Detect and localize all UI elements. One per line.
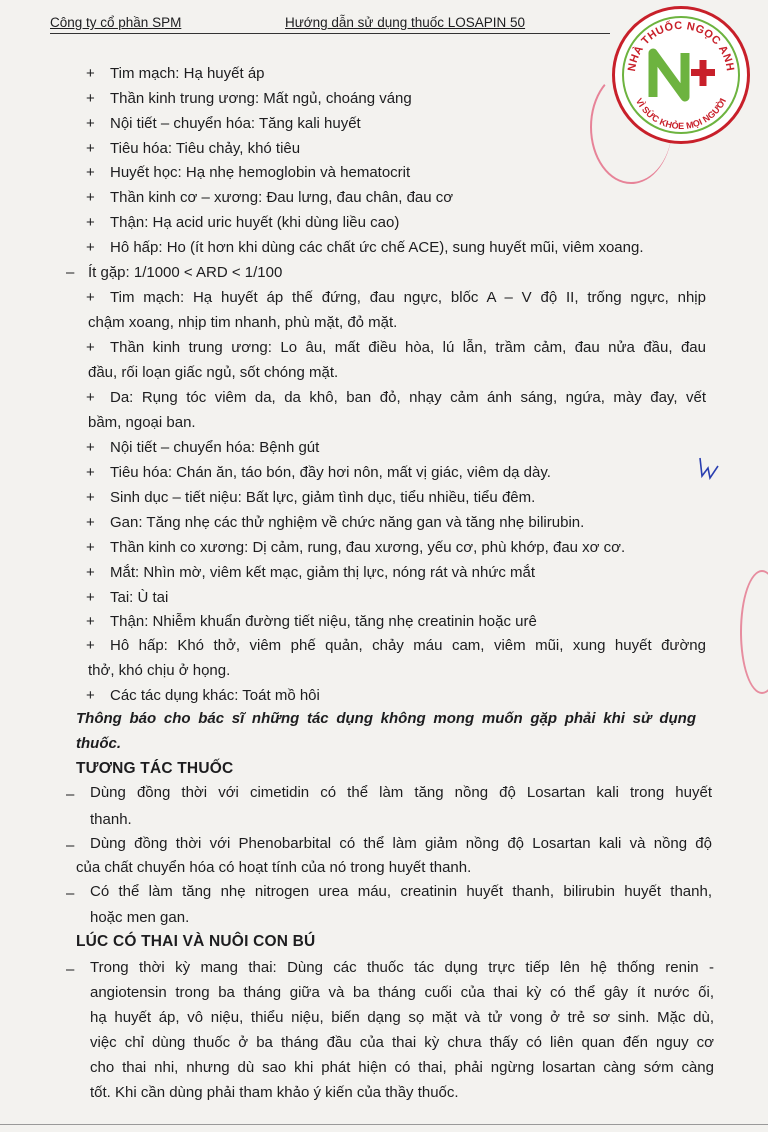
list-item-cont: bầm, ngoại ban. [88,414,196,431]
rare-heading: Ít gặp: 1/1000 < ARD < 1/100 [88,264,283,281]
list-item: Da: Rụng tóc viêm da, da khô, ban đỏ, nhạy cảm ánh sáng, ngứa, mày đay, vết [110,389,706,406]
header-company: Công ty cổ phần SPM [50,15,182,30]
list-item: Tim mạch: Hạ huyết áp [110,65,265,82]
notice-line-1: Thông báo cho bác sĩ những tác dụng không mong muốn gặp phải khi sử dụng [76,710,696,727]
list-item: Tai: Ù tai [110,589,169,606]
plus-bullet: + [86,539,95,556]
list-item: Hô hấp: Khó thở, viêm phế quản, chảy máu cam, viêm mũi, xung huyết đường [110,637,706,654]
plus-bullet: + [86,564,95,581]
plus-bullet: + [86,214,95,231]
list-item: Tiêu hóa: Tiêu chảy, khó tiêu [110,140,301,157]
list-item: Thận: Hạ acid uric huyết (khi dùng liều cao) [110,214,400,231]
svg-text:VÌ SỨC KHỎE MỌI NGƯỜI [634,97,728,132]
plus-bullet: + [86,115,95,132]
header-rule [50,33,610,34]
list-item-cont: thở, khó chịu ở họng. [88,662,231,679]
list-item: Nội tiết – chuyển hóa: Bệnh gút [110,439,320,456]
handwritten-mark-icon [696,454,722,482]
interaction-item: Có thể làm tăng nhẹ nitrogen urea máu, creatinin huyết thanh, bilirubin huyết thanh, [90,883,712,900]
list-item: Thận: Nhiễm khuẩn đường tiết niệu, tăng nhẹ creatinin hoặc urê [110,613,537,630]
interaction-item: Dùng đồng thời với cimetidin có thể làm tăng nồng độ Losartan kali trong huyết [90,784,712,801]
plus-bullet: + [86,637,95,654]
list-item: Gan: Tăng nhẹ các thử nghiệm về chức năng gan và tăng nhẹ bilirubin. [110,514,585,531]
plus-bullet: + [86,514,95,531]
interaction-item-cont: hoặc men gan. [90,909,190,926]
list-item: Nội tiết – chuyển hóa: Tăng kali huyết [110,115,361,132]
pregnancy-text: tốt. Khi cần dùng phải tham khảo ý kiến của thầy thuốc. [90,1084,459,1101]
interaction-item-cont: của chất chuyển hóa có hoạt tính của nó trong huyết thanh. [76,859,472,876]
pregnancy-text: việc chỉ dùng thuốc ở ba tháng đầu của thai kỳ chưa thấy có liên quan đến nguy cơ [90,1034,714,1051]
plus-bullet: + [86,589,95,606]
plus-bullet: + [86,140,95,157]
pharmacy-logo [612,6,750,144]
list-item: Các tác dụng khác: Toát mồ hôi [110,687,320,704]
logo-text-top: NHÀ THUỐC NGỌC ANH [626,19,736,73]
plus-bullet: + [86,65,95,82]
interaction-item: Dùng đồng thời với Phenobarbital có thể làm giảm nồng độ Losartan kali và nồng độ [90,835,712,852]
list-item: Sinh dục – tiết niệu: Bất lực, giảm tình dục, tiểu nhiều, tiểu đêm. [110,489,536,506]
plus-bullet: + [86,189,95,206]
dash-bullet: – [66,264,75,281]
list-item: Mắt: Nhìn mờ, viêm kết mạc, giảm thị lực, nóng rát và nhức mắt [110,564,536,581]
interactions-heading: TƯƠNG TÁC THUỐC [76,760,234,777]
list-item: Tim mạch: Hạ huyết áp thế đứng, đau ngực, blốc A – V độ II, trống ngực, nhịp [110,289,706,306]
pharmacy-logo-icon [615,9,747,141]
pregnancy-heading: LÚC CÓ THAI VÀ NUÔI CON BÚ [76,933,316,950]
list-item: Thần kinh co xương: Dị cảm, rung, đau xương, yếu cơ, phù khớp, đau xơ cơ. [110,539,626,556]
plus-bullet: + [86,389,95,406]
plus-bullet: + [86,289,95,306]
plus-bullet: + [86,439,95,456]
list-item-cont: chậm xoang, nhịp tim nhanh, phù mặt, đỏ mặt. [88,314,398,331]
interaction-item-cont: thanh. [90,811,132,828]
list-item: Tiêu hóa: Chán ăn, táo bón, đầy hơi nôn, mất vị giác, viêm dạ dày. [110,464,551,481]
dash-bullet: – [66,885,75,902]
list-item: Thần kinh cơ – xương: Đau lưng, đau chân, đau cơ [110,189,454,206]
header-title: Hướng dẫn sử dụng thuốc LOSAPIN 50 [285,15,526,30]
list-item: Thần kinh trung ương: Lo âu, mất điều hòa, lú lẫn, trầm cảm, đau nửa đầu, đau [110,339,706,356]
bottom-rule [0,1124,768,1125]
list-item-cont: đầu, rối loạn giấc ngủ, sốt chóng mặt. [88,364,339,381]
plus-bullet: + [86,90,95,107]
logo-text-bottom: VÌ SỨC KHỎE MỌI NGƯỜI [633,96,729,132]
dash-bullet: – [66,786,75,803]
plus-bullet: + [86,613,95,630]
dash-bullet: – [66,961,75,978]
list-item: Hô hấp: Ho (ít hơn khi dùng các chất ức chế ACE), sung huyết mũi, viêm xoang. [110,239,644,256]
plus-bullet: + [86,489,95,506]
dash-bullet: – [66,837,75,854]
pregnancy-text: hạ huyết áp, vô niệu, thiểu niệu, biến dạng sọ mặt và tử vong ở trẻ sơ sinh. Mặc dù, [90,1009,714,1026]
plus-bullet: + [86,464,95,481]
plus-bullet: + [86,687,95,704]
pregnancy-text: cho thai nhi, nhưng dù sao khi phát hiện có thai, phải ngừng losartan càng sớm càng [90,1059,714,1076]
plus-bullet: + [86,339,95,356]
stamp-seal-edge [740,570,768,694]
plus-bullet: + [86,164,95,181]
list-item: Thần kinh trung ương: Mất ngủ, choáng váng [110,90,412,107]
pregnancy-text: angiotensin trong ba tháng giữa và ba tháng cuối của thai kỳ có thể gây ít nước ối, [90,984,714,1001]
list-item: Huyết học: Hạ nhẹ hemoglobin và hematocrit [110,164,411,181]
pregnancy-text: Trong thời kỳ mang thai: Dùng các thuốc tác dụng trực tiếp lên hệ thống renin - [90,959,714,976]
notice-line-2: thuốc. [76,735,121,752]
plus-bullet: + [86,239,95,256]
